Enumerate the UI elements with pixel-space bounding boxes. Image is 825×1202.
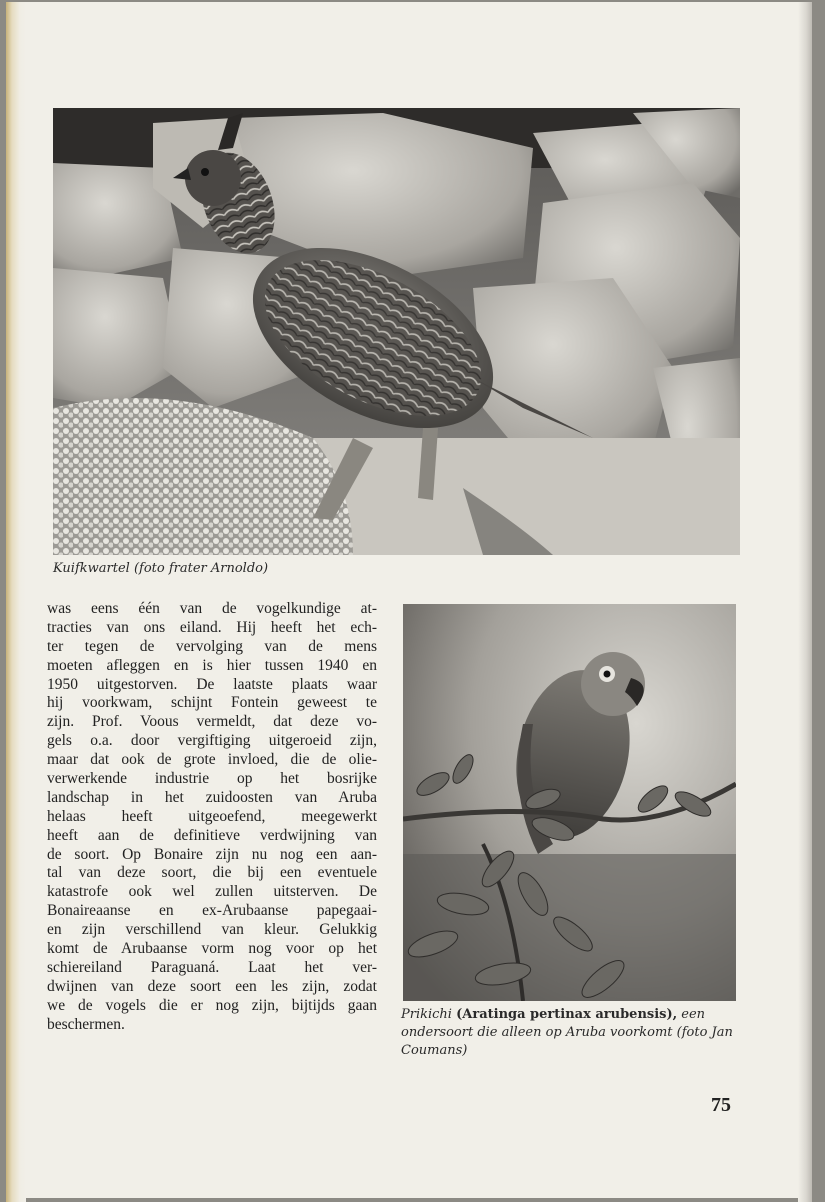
body-text-line: komt de Arubaanse vorm nog voor op het bbox=[47, 940, 377, 958]
body-text bbox=[47, 600, 377, 1034]
body-text-line: Bonaireaanse en ex-Arubaanse papegaai- bbox=[47, 902, 377, 920]
page-binding-edge bbox=[6, 2, 26, 1202]
parrot-caption-rest: een ondersoort die alleen op Aruba voorkomt (foto Jan Coumans) bbox=[401, 1007, 733, 1058]
body-text-line: gels o.a. door vergiftiging uitgeroeid zijn, bbox=[47, 732, 377, 750]
parrot-caption-name: Prikichi bbox=[401, 1007, 452, 1022]
parrot-caption-scientific: (Aratinga pertinax arubensis), bbox=[456, 1007, 678, 1022]
body-text-line: landschap in het zuidoosten van Aruba bbox=[47, 788, 377, 806]
body-text-line: tal van deze soort, die bij een eventuele bbox=[47, 864, 377, 882]
body-text-line: hij voorkwam, schijnt Fontein geweest te bbox=[47, 694, 377, 712]
body-text-line: ter tegen de vervolging van de mens bbox=[47, 637, 377, 655]
body-text-line: dwijnen van deze soort een les zijn, zodat bbox=[47, 977, 377, 995]
body-text-line: katastrofe ook wel zullen uitsterven. De bbox=[47, 883, 377, 901]
body-text-line: en zijn verschillend van kleur. Gelukkig bbox=[47, 921, 377, 939]
body-text-line: beschermen. bbox=[47, 1015, 125, 1033]
body-text-line: verwerkende industrie op het bosrijke bbox=[47, 770, 377, 788]
quail-photo bbox=[53, 108, 740, 555]
parrot-caption bbox=[401, 1006, 741, 1060]
body-text-line: tracties van ons eiland. Hij heeft het ech- bbox=[47, 618, 377, 636]
body-text-line: heeft aan de definitieve verdwijning van bbox=[47, 826, 377, 844]
body-text-line: 1950 uitgestorven. De laatste plaats waar bbox=[47, 675, 377, 693]
body-text-line: de soort. Op Bonaire zijn nu nog een aan- bbox=[47, 845, 377, 863]
parrot-photo-illustration bbox=[403, 604, 736, 1001]
body-text-line: maar dat ook de grote invloed, die de olie- bbox=[47, 751, 377, 769]
body-text-line: helaas heeft uitgeoefend, meegewerkt bbox=[47, 807, 377, 825]
body-text-line: we de vogels die er nog zijn, bijtijds gaan bbox=[47, 996, 377, 1014]
page-number: 75 bbox=[711, 1094, 731, 1116]
body-text-line: moeten afleggen en is hier tussen 1940 en bbox=[47, 656, 377, 674]
page-right-edge bbox=[798, 2, 812, 1202]
quail-photo-illustration bbox=[53, 108, 740, 555]
quail-caption: Kuifkwartel (foto frater Arnoldo) bbox=[53, 561, 269, 576]
body-text-line: schiereiland Paraguaná. Laat het ver- bbox=[47, 958, 377, 976]
parrot-photo bbox=[403, 604, 736, 1001]
body-text-line: zijn. Prof. Voous vermeldt, dat deze vo- bbox=[47, 713, 377, 731]
body-text-line: was eens één van de vogelkundige at- bbox=[47, 600, 377, 617]
